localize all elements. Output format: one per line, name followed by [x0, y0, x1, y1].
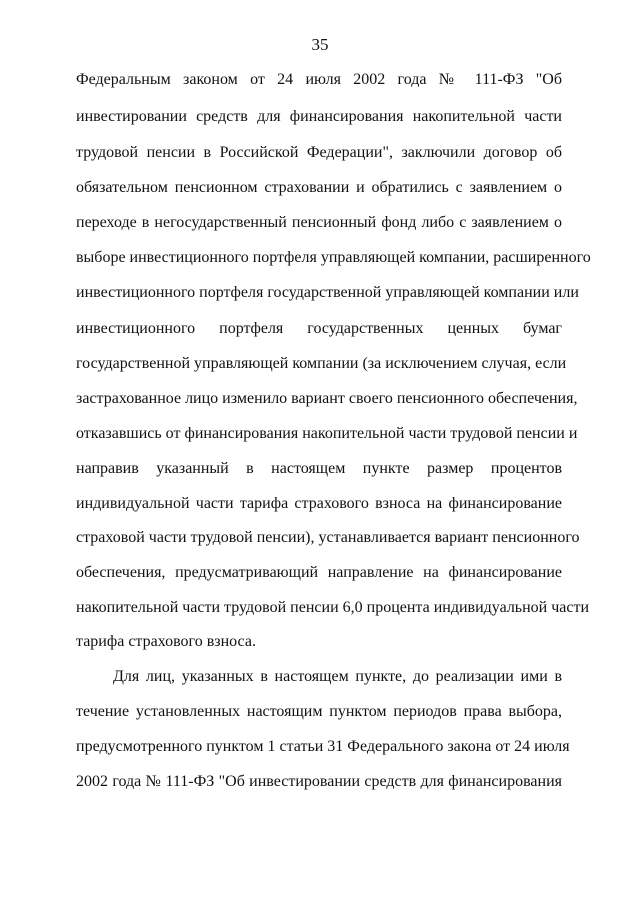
text-line: инвестиционного портфеля государственной управляющей компании или: [76, 284, 579, 301]
text-line: тарифа страхового взноса.: [76, 633, 256, 650]
text-line: отказавшись от финансирования накопительной части трудовой пенсии и: [76, 425, 578, 442]
text-line: трудовой пенсии в Российской Федерации", заключили договор об: [76, 144, 562, 161]
text-line: инвестиционного портфеля государственных ценных бумаг: [76, 320, 562, 337]
text-line: индивидуальной части тарифа страхового взноса на финансирование: [76, 495, 562, 512]
text-line: предусмотренного пунктом 1 статьи 31 Федерального закона от 24 июля: [76, 738, 570, 755]
text-line: застрахованное лицо изменило вариант своего пенсионного обеспечения,: [76, 390, 578, 407]
text-line: инвестировании средств для финансирования накопительной части: [76, 108, 562, 125]
text-line: Федеральным законом от 24 июля 2002 года № 111-ФЗ "Об: [76, 71, 562, 88]
text-line: переходе в негосударственный пенсионный фонд либо с заявлением о: [76, 214, 562, 231]
text-line: государственной управляющей компании (за исключением случая, если: [76, 355, 567, 372]
text-line: течение установленных настоящим пунктом периодов права выбора,: [76, 703, 562, 720]
text-line: накопительной части трудовой пенсии 6,0 процента индивидуальной части: [76, 599, 590, 616]
text-line: обеспечения, предусматривающий направление на финансирование: [76, 564, 562, 581]
text-line: 2002 года № 111-ФЗ "Об инвестировании средств для финансирования: [76, 773, 562, 790]
page-number: 35: [311, 35, 329, 54]
text-line: Для лиц, указанных в настоящем пункте, до реализации ими в: [113, 668, 562, 685]
text-line: обязательном пенсионном страховании и обратились с заявлением о: [76, 179, 562, 196]
text-line: направив указанный в настоящем пункте размер процентов: [76, 460, 562, 477]
text-line: выборе инвестиционного портфеля управляющей компании, расширенного: [76, 249, 591, 266]
text-line: страховой части трудовой пенсии), устанавливается вариант пенсионного: [76, 529, 580, 546]
